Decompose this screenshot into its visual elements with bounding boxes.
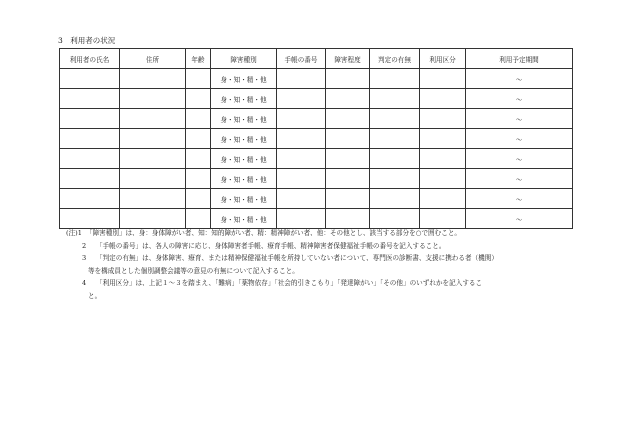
cell-usage-category [420,69,466,89]
note-2-number: 2 [82,241,87,250]
table-body [60,69,573,229]
header-usage-category: 利用区分 [420,49,466,69]
cell-handbook-number [277,129,326,149]
cell-usage-category [420,109,466,129]
cell-judgement [370,169,420,189]
cell-age [186,69,211,89]
cell-usage-period: ～ [466,129,573,149]
table-row [60,149,573,169]
header-usage-period: 利用予定期間 [466,49,573,69]
cell-name [60,89,120,109]
note-3-number: 3 [82,254,87,262]
table-row [60,109,573,129]
user-status-table [59,48,573,229]
cell-usage-period: ～ [466,109,573,129]
cell-usage-category [420,169,466,189]
cell-disability-type: 身・知・精・他 [211,149,277,169]
cell-usage-period: ～ [466,189,573,209]
cell-usage-category [420,129,466,149]
note-1-text: 「障害種別」は、身：身体障がい者、知：知的障がい者、精：精神障がい者、他：その他とし、該当する部分を○で囲むこと。 [86,229,462,237]
cell-disability-degree [326,149,370,169]
table-header-row [60,49,573,69]
cell-age [186,169,211,189]
note-3 [66,252,581,265]
cell-disability-degree [326,169,370,189]
cell-disability-degree [326,209,370,229]
cell-disability-type: 身・知・精・他 [211,109,277,129]
header-age: 年齢 [186,49,211,69]
cell-disability-type: 身・知・精・他 [211,189,277,209]
note-3-text-a: 「判定の有無」は、身体障害、療育、または精神保健福祉手帳を所持していない者について、専門医の診断書、支援に携わる者（機関） [96,254,498,262]
cell-handbook-number [277,89,326,109]
table-row [60,129,573,149]
table-row [60,169,573,189]
cell-address [120,149,186,169]
cell-judgement [370,89,420,109]
cell-disability-type: 身・知・精・他 [211,89,277,109]
cell-name [60,69,120,89]
cell-disability-type: 身・知・精・他 [211,169,277,189]
cell-age [186,129,211,149]
cell-usage-period: ～ [466,149,573,169]
note-3-continued [66,265,581,278]
note-1 [66,227,581,240]
cell-name [60,169,120,189]
notes [66,227,581,302]
cell-judgement [370,209,420,229]
note-4 [66,277,581,290]
cell-handbook-number [277,169,326,189]
cell-usage-category [420,209,466,229]
cell-address [120,69,186,89]
cell-age [186,109,211,129]
cell-usage-period: ～ [466,69,573,89]
note-4-text-a: 「利用区分」は、上記１～３を踏まえ、「難病」「薬物依存」「社会的引きこもり」「発達障がい」「その他」のいずれかを記入するこ [96,279,483,287]
header-disability-degree: 障害程度 [326,49,370,69]
table-row [60,69,573,89]
cell-age [186,149,211,169]
cell-address [120,169,186,189]
cell-address [120,209,186,229]
cell-judgement [370,109,420,129]
table-row [60,209,573,229]
cell-disability-degree [326,109,370,129]
cell-usage-period: ～ [466,209,573,229]
note-4-text-b: と。 [88,291,102,300]
note-4-number: 4 [82,279,87,287]
cell-disability-degree [326,89,370,109]
table-row [60,89,573,109]
note-3-text-b: 等を構成員とした個別調整会議等の意見の有無について記入すること。 [88,266,299,275]
table-row [60,189,573,209]
cell-address [120,189,186,209]
header-address: 住所 [120,49,186,69]
note-4-continued [66,290,581,303]
cell-judgement [370,149,420,169]
cell-disability-degree [326,69,370,89]
cell-name [60,209,120,229]
cell-handbook-number [277,209,326,229]
cell-age [186,209,211,229]
cell-judgement [370,189,420,209]
cell-address [120,89,186,109]
note-2-text: 「手帳の番号」は、各人の障害に応じ、身体障害者手帳、療育手帳、精神障害者保健福祉手帳の番号を記入すること。 [96,241,446,250]
cell-name [60,149,120,169]
note-1-number: (注)1 [66,229,82,237]
cell-disability-type: 身・知・精・他 [211,209,277,229]
section-title: 3 利用者の状況 [58,36,116,45]
cell-disability-type: 身・知・精・他 [211,69,277,89]
cell-usage-category [420,149,466,169]
header-handbook-number: 手帳の番号 [277,49,326,69]
cell-disability-degree [326,129,370,149]
cell-age [186,89,211,109]
header-disability-type: 障害種別 [211,49,277,69]
cell-usage-category [420,189,466,209]
cell-disability-degree [326,189,370,209]
cell-handbook-number [277,109,326,129]
cell-usage-period: ～ [466,169,573,189]
cell-judgement [370,129,420,149]
note-2 [66,240,581,253]
cell-address [120,109,186,129]
header-name: 利用者の氏名 [60,49,120,69]
cell-handbook-number [277,69,326,89]
cell-judgement [370,69,420,89]
cell-name [60,129,120,149]
cell-usage-category [420,89,466,109]
cell-disability-type: 身・知・精・他 [211,129,277,149]
cell-name [60,109,120,129]
cell-address [120,129,186,149]
cell-age [186,189,211,209]
cell-name [60,189,120,209]
header-judgement: 判定の有無 [370,49,420,69]
cell-handbook-number [277,149,326,169]
cell-handbook-number [277,189,326,209]
cell-usage-period: ～ [466,89,573,109]
